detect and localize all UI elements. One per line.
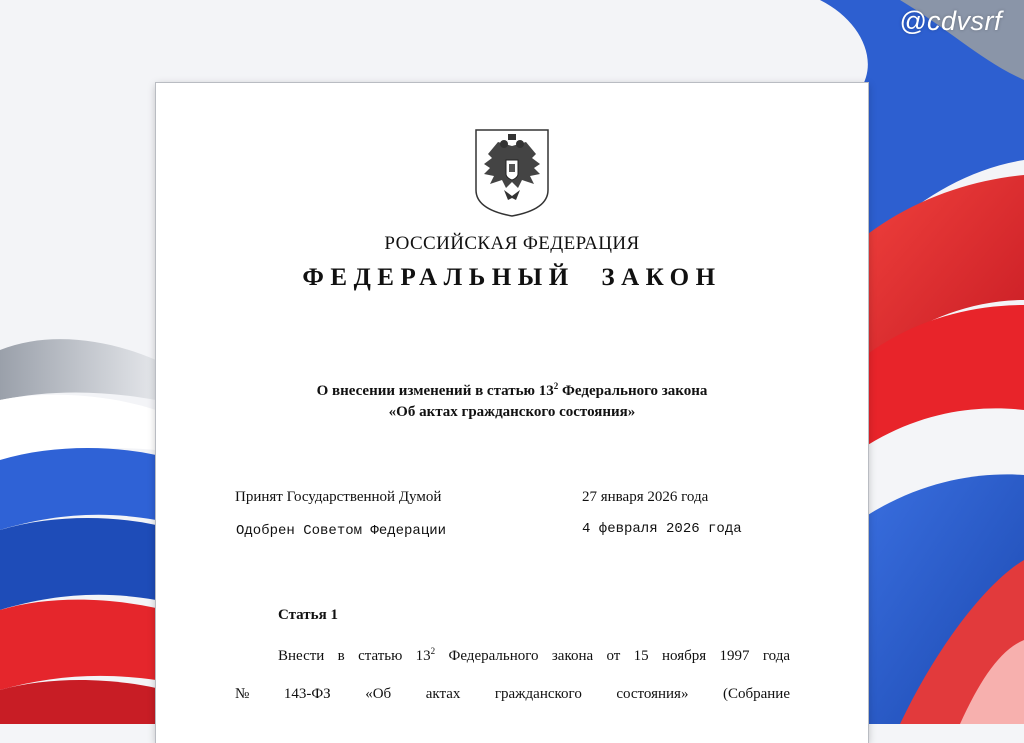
law-document-page [156, 83, 868, 743]
coat-of-arms-icon [474, 128, 550, 218]
law-title [156, 381, 868, 423]
channel-watermark: @cdvsrf [899, 6, 1002, 36]
adopted-date: 27 января 2026 года [582, 489, 709, 505]
article-text-line2: № 143-ФЗ «Об актах гражданского состояния» (Собрание [235, 686, 790, 702]
document-type-heading: ФЕДЕРАЛЬНЫЙ ЗАКОН [302, 264, 722, 291]
law-title-line2: «Об актах гражданского состояния» [388, 404, 636, 420]
article-heading: Статья 1 [278, 607, 338, 623]
article-text-line1: Внести в статью $13^2$ Федерального закона от 15 ноября 1997 года [278, 646, 790, 664]
approved-date: 4 февраля 2026 года [582, 521, 742, 537]
adopted-label: Принят Государственной Думой [235, 489, 442, 505]
country-heading: РОССИЙСКАЯ ФЕДЕРАЦИЯ [384, 233, 640, 254]
approved-label: Одобрен Советом Федерации [236, 523, 447, 539]
law-title-line1: О внесении изменений в статью $13^2$ Федерального закона [316, 381, 708, 399]
